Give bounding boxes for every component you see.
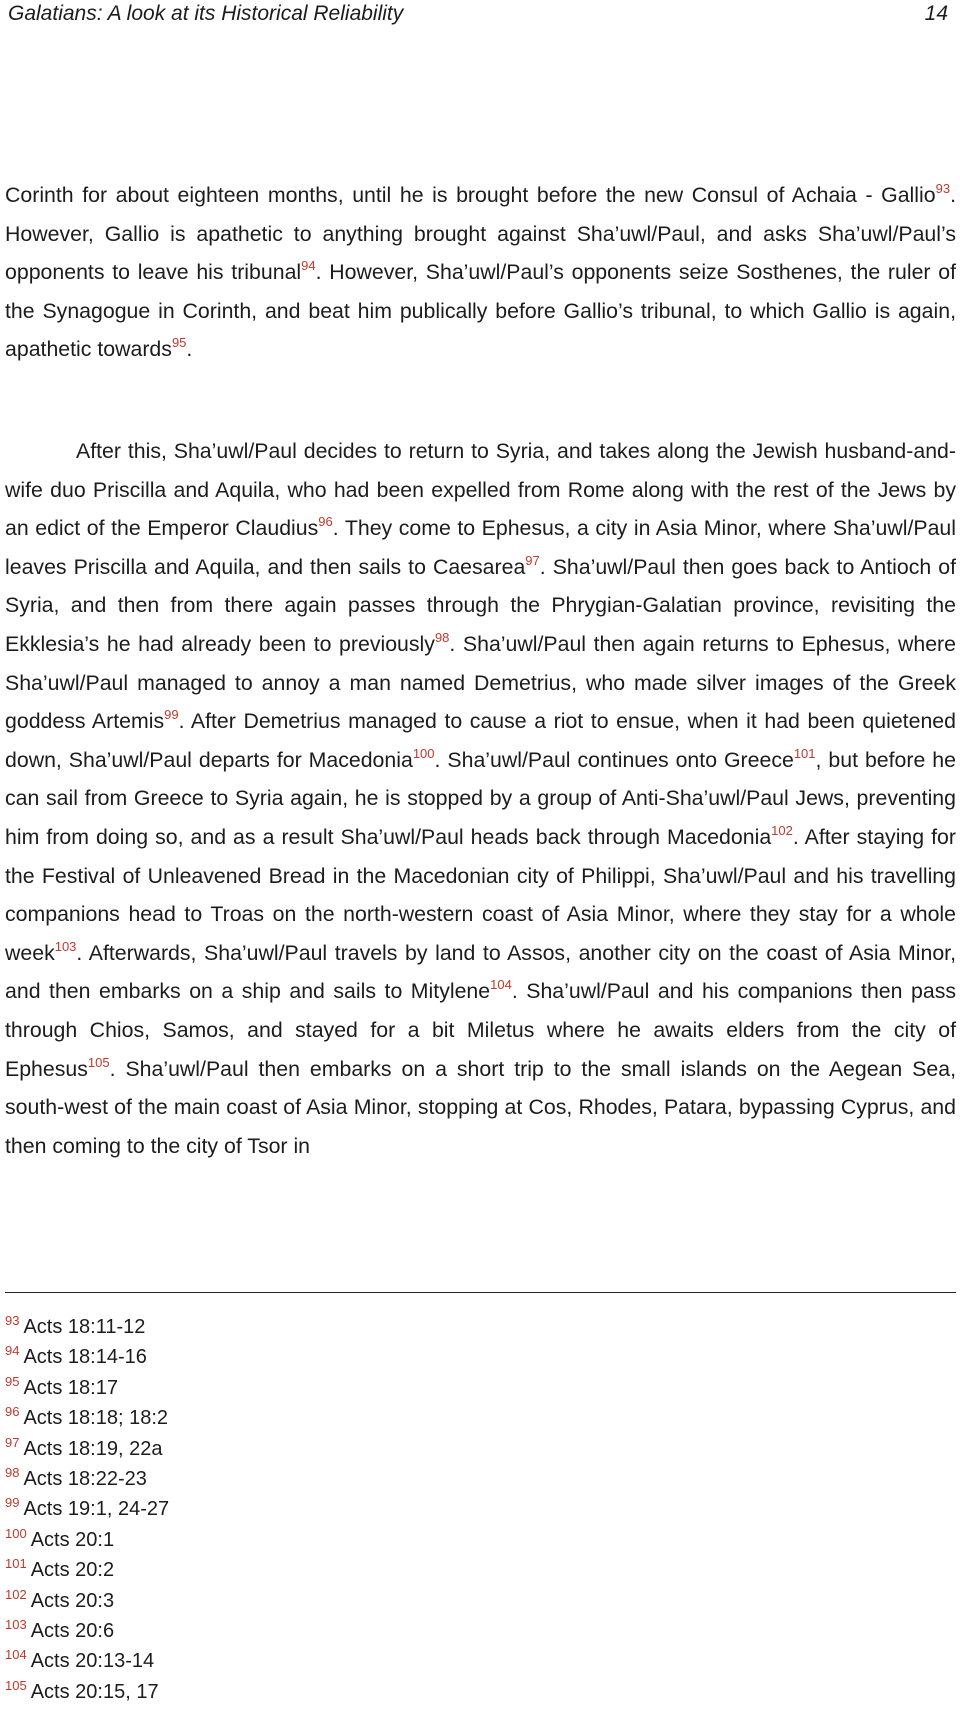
- footnote-text: Acts 18:17: [23, 1376, 118, 1399]
- paragraph-1-segment: Corinth for about eighteen months, until he is brought before the new Consul of Achaia - Gallio: [5, 183, 936, 207]
- footnote-item: [5, 1397, 169, 1430]
- page-number: 14: [924, 2, 948, 25]
- footnote-item: [5, 1488, 170, 1521]
- footnote-text: Acts 20:6: [30, 1619, 115, 1642]
- paragraph-2-segment: . After Demetrius managed to cause a riot to ensue, when it had been quietened down, Sha’uwl/Paul departs for Macedonia: [5, 709, 956, 772]
- footnote-text: Acts 18:22-23: [23, 1467, 147, 1490]
- footnote-number: 99: [5, 1495, 20, 1511]
- footnote-ref[interactable]: 99: [164, 707, 179, 723]
- footnote-text: Acts 20:2: [30, 1559, 115, 1582]
- paragraph-2: [5, 432, 956, 1165]
- paragraph-2-segment: . Sha’uwl/Paul then goes back to Antioch of Syria, and then from there again passes through the Phrygian-Galatian province, revisiting the Ekklesia’s he had already been to previously: [5, 554, 956, 656]
- running-header: [8, 0, 948, 30]
- footnote-item: [5, 1610, 169, 1640]
- footnote-item: [5, 1336, 169, 1369]
- footnote-divider: [5, 1292, 956, 1293]
- footnote-ref[interactable]: 102: [771, 822, 793, 838]
- footnote-number: 103: [5, 1616, 27, 1632]
- footnote-ref[interactable]: 97: [525, 552, 540, 568]
- footnote-item: [5, 1671, 169, 1701]
- footnote-text: Acts 18:19, 22a: [23, 1437, 163, 1460]
- footnote-ref[interactable]: 100: [412, 745, 435, 761]
- footnote-text: Acts 20:13-14: [30, 1650, 155, 1673]
- paragraph-2-segment: . Sha’uwl/Paul and his companions then pass through Chios, Samos, and stayed for a bit Miletus where he awaits elders from the city of Ephesus: [5, 979, 956, 1081]
- footnote-item: [5, 1306, 169, 1336]
- paragraph-1-tail: .: [186, 337, 193, 362]
- footnote-item: [5, 1428, 169, 1458]
- footnote-list: [5, 1306, 169, 1701]
- footnote-ref[interactable]: 95: [171, 335, 187, 351]
- footnote-number: 101: [5, 1556, 27, 1572]
- footnote-item: [5, 1580, 169, 1610]
- paragraph-2-segment: After this, Sha’uwl/Paul decides to return to Syria, and takes along the Jewish husband-and-wife duo Priscilla and Aquila, who had been expelled from Rome along with the rest of the Jews by an edict of the Emperor Claudius: [5, 439, 956, 541]
- paragraph-2-segment: . After staying for the Festival of Unleavened Bread in the Macedonian city of Philippi, Sha’uwl/Paul and his travelling companions head to Troas on the north-western coast of Asia Minor, where they stay for a whole week: [5, 824, 956, 965]
- footnote-number: 96: [5, 1404, 20, 1420]
- footnote-number: 102: [5, 1586, 27, 1602]
- footnote-item: [5, 1458, 169, 1488]
- footnote-ref[interactable]: 101: [793, 745, 816, 761]
- paragraph-1-segment: . However, Gallio is apathetic to anything brought against Sha’uwl/Paul, and asks Sha’uwl/Paul’s opponents to leave his tribunal: [5, 183, 956, 285]
- footnote-number: 97: [5, 1434, 20, 1450]
- footnote-ref[interactable]: 98: [434, 629, 450, 645]
- footnote-item: [5, 1549, 169, 1582]
- paragraph-2-tail: . Sha’uwl/Paul then embarks on a short trip to the small islands on the Aegean Sea, south-west of the main coast of Asia Minor, stopping at Cos, Rhodes, Patara, bypassing Cyprus, and then coming to the city of Tsor in: [5, 1056, 956, 1158]
- footnote-text: Acts 18:11-12: [23, 1316, 146, 1338]
- footnote-ref[interactable]: 94: [301, 258, 316, 274]
- paragraph-1: [5, 176, 956, 369]
- footnote-item: [5, 1519, 169, 1549]
- paragraph-2-segment: . They come to Ephesus, a city in Asia Minor, where Sha’uwl/Paul leaves Priscilla and Aquila, and then sails to Caesarea: [5, 516, 956, 579]
- footnote-text: Acts 18:18; 18:2: [23, 1407, 169, 1430]
- footnote-number: 105: [5, 1677, 27, 1693]
- footnote-number: 104: [5, 1647, 27, 1663]
- running-title: Galatians: A look at its Historical Reliability: [8, 2, 404, 25]
- footnote-ref[interactable]: 103: [54, 938, 77, 954]
- paragraph-2-segment: . Sha’uwl/Paul continues onto Greece: [434, 747, 794, 772]
- footnote-number: 95: [5, 1373, 20, 1389]
- footnote-text: Acts 18:14-16: [23, 1346, 147, 1369]
- paragraph-1-segment: . However, Sha’uwl/Paul’s opponents seize Sosthenes, the ruler of the Synagogue in Corinth, and beat him publically before Gallio’s tribunal, to which Gallio is again, apathetic towards: [5, 260, 956, 362]
- footnote-number: 100: [5, 1525, 27, 1541]
- footnote-text: Acts 20:1: [30, 1528, 115, 1551]
- footnote-number: 98: [5, 1464, 20, 1480]
- paragraph-2-segment: . Afterwards, Sha’uwl/Paul travels by land to Assos, another city on the coast of Asia Minor, and then embarks on a ship and sails to Mitylene: [5, 940, 956, 1004]
- footnote-text: Acts 19:1, 24-27: [23, 1498, 170, 1521]
- footnote-ref[interactable]: 96: [318, 514, 333, 530]
- footnote-text: Acts 20:3: [30, 1589, 115, 1612]
- footnote-item: [5, 1367, 169, 1397]
- paragraph-2-segment: . Sha’uwl/Paul then again returns to Ephesus, where Sha’uwl/Paul managed to annoy a man named Demetrius, who made silver images of the Greek goddess Artemis: [5, 631, 956, 734]
- footnote-ref[interactable]: 93: [935, 181, 951, 196]
- footnote-text: Acts 20:15, 17: [30, 1680, 159, 1703]
- footnote-number: 94: [5, 1343, 20, 1359]
- footnote-ref[interactable]: 105: [87, 1054, 110, 1070]
- footnote-ref[interactable]: 104: [490, 977, 512, 993]
- footnote-number: 93: [5, 1313, 20, 1328]
- paragraph-2-segment: , but before he can sail from Greece to Syria again, he is stopped by a group of Anti-Sha’uwl/Paul Jews, preventing him from doing so, and as a result Sha’uwl/Paul heads back through Macedonia: [5, 747, 956, 849]
- footnote-item: [5, 1640, 169, 1673]
